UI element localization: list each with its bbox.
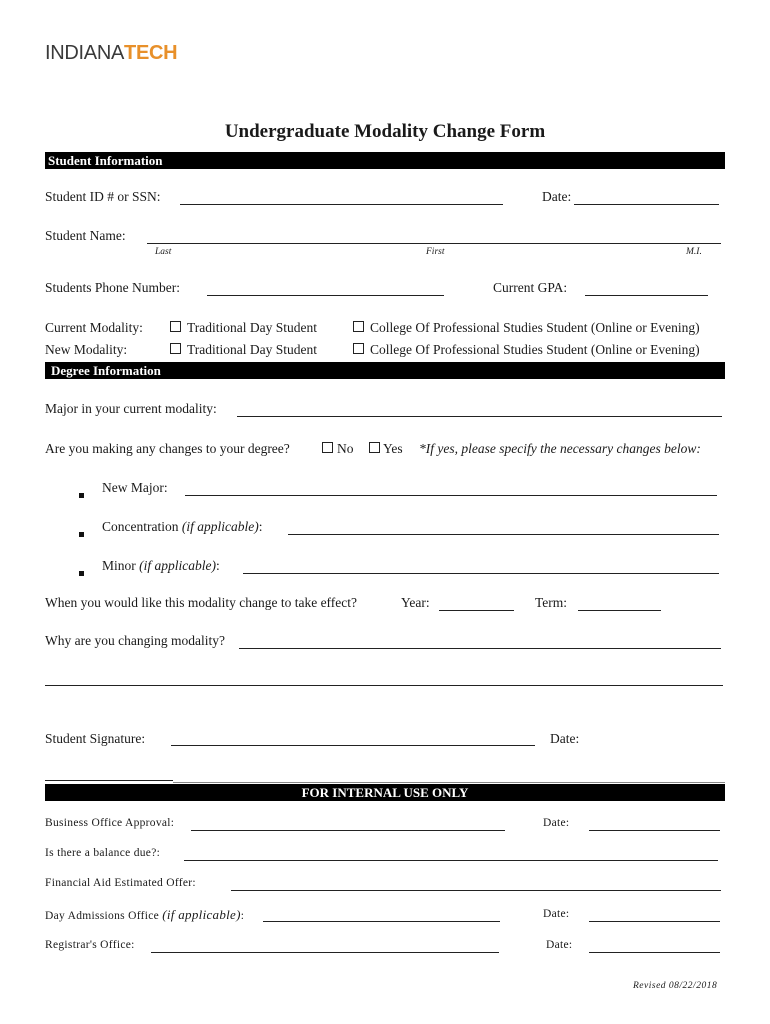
yes-option[interactable] <box>369 441 403 457</box>
degree-information-header: Degree Information <box>45 362 725 379</box>
student-id-label: Student ID # or SSN: <box>45 189 161 204</box>
term-label: Term: <box>535 595 568 610</box>
year-field[interactable] <box>439 610 514 611</box>
logo-part-indiana: INDIANA <box>45 42 125 64</box>
form-title: Undergraduate Modality Change Form <box>224 121 546 142</box>
new-cps-option[interactable] <box>353 342 700 358</box>
registrar-field[interactable] <box>151 952 499 953</box>
new-major-label: New Major: <box>102 480 168 495</box>
concentration-bullet <box>79 524 84 542</box>
no-checkbox[interactable] <box>322 442 333 453</box>
new-modality-label: New Modality: <box>45 342 128 357</box>
why-field-line-2[interactable] <box>45 685 723 686</box>
effect-question: When you would like this modality change to take effect? <box>45 595 358 610</box>
new-traditional-checkbox[interactable] <box>170 343 181 354</box>
admissions-field[interactable] <box>263 921 500 922</box>
current-cps-checkbox[interactable] <box>353 321 364 332</box>
gpa-label: Current GPA: <box>493 280 568 295</box>
current-modality-label: Current Modality: <box>45 320 143 335</box>
new-major-field[interactable] <box>185 495 717 496</box>
student-signature-field[interactable] <box>171 745 535 746</box>
signature-date-label: Date: <box>550 731 580 746</box>
year-label: Year: <box>401 595 430 610</box>
minor-bullet <box>79 563 84 581</box>
minor-field[interactable] <box>243 573 719 574</box>
new-cps-checkbox[interactable] <box>353 343 364 354</box>
balance-due-label: Is there a balance due?: <box>45 847 161 859</box>
phone-field[interactable] <box>207 295 444 296</box>
yes-note: *If yes, please specify the necessary changes below: <box>419 441 701 456</box>
new-traditional-option[interactable] <box>170 342 317 358</box>
student-name-field[interactable] <box>147 243 721 244</box>
section-divider <box>173 782 725 783</box>
degree-changes-question: Are you making any changes to your degree? <box>45 441 290 456</box>
current-traditional-option[interactable] <box>170 320 317 336</box>
financial-aid-field[interactable] <box>231 890 721 891</box>
admissions-label: Day Admissions Office (if applicable): <box>45 907 245 922</box>
no-label: No <box>337 441 354 456</box>
student-name-label: Student Name: <box>45 228 126 243</box>
concentration-label: Concentration (if applicable): <box>102 519 263 534</box>
registrar-date-label: Date: <box>546 939 573 951</box>
no-option[interactable] <box>322 441 354 457</box>
balance-due-field[interactable] <box>184 860 718 861</box>
new-major-bullet <box>79 485 84 503</box>
minor-label: Minor (if applicable): <box>102 558 220 573</box>
new-cps-label: College Of Professional Studies Student (Online or Evening) <box>370 342 700 357</box>
current-traditional-checkbox[interactable] <box>170 321 181 332</box>
student-id-field[interactable] <box>180 204 503 205</box>
gpa-field[interactable] <box>585 295 708 296</box>
last-name-hint: Last <box>155 247 172 257</box>
internal-use-header: FOR INTERNAL USE ONLY <box>45 784 725 801</box>
middle-initial-hint: M.I. <box>686 247 702 257</box>
business-office-label: Business Office Approval: <box>45 817 175 829</box>
business-date-field[interactable] <box>589 830 720 831</box>
revised-date: Revised 08/22/2018 <box>633 981 718 991</box>
current-cps-label: College Of Professional Studies Student (Online or Evening) <box>370 320 700 335</box>
why-label: Why are you changing modality? <box>45 633 225 648</box>
student-signature-label: Student Signature: <box>45 731 146 746</box>
yes-label: Yes <box>383 441 403 456</box>
registrar-date-field[interactable] <box>589 952 720 953</box>
admissions-date-label: Date: <box>543 908 570 920</box>
student-information-header: Student Information <box>45 152 725 169</box>
first-name-hint: First <box>426 247 445 257</box>
financial-aid-label: Financial Aid Estimated Offer: <box>45 877 196 889</box>
business-date-label: Date: <box>543 817 570 829</box>
current-cps-option[interactable] <box>353 320 700 336</box>
phone-label: Students Phone Number: <box>45 280 180 295</box>
current-traditional-label: Traditional Day Student <box>187 320 317 335</box>
indiana-tech-logo <box>45 42 177 65</box>
major-field[interactable] <box>237 416 722 417</box>
why-field-line-1[interactable] <box>239 648 721 649</box>
term-field[interactable] <box>578 610 661 611</box>
yes-checkbox[interactable] <box>369 442 380 453</box>
date-field[interactable] <box>574 204 719 205</box>
business-office-field[interactable] <box>191 830 505 831</box>
major-label: Major in your current modality: <box>45 401 217 416</box>
registrar-label: Registrar's Office: <box>45 939 135 951</box>
signature-date-field[interactable] <box>45 780 173 781</box>
new-traditional-label: Traditional Day Student <box>187 342 317 357</box>
logo-part-tech: TECH <box>124 42 178 64</box>
admissions-date-field[interactable] <box>589 921 720 922</box>
concentration-field[interactable] <box>288 534 719 535</box>
date-label: Date: <box>542 189 572 204</box>
